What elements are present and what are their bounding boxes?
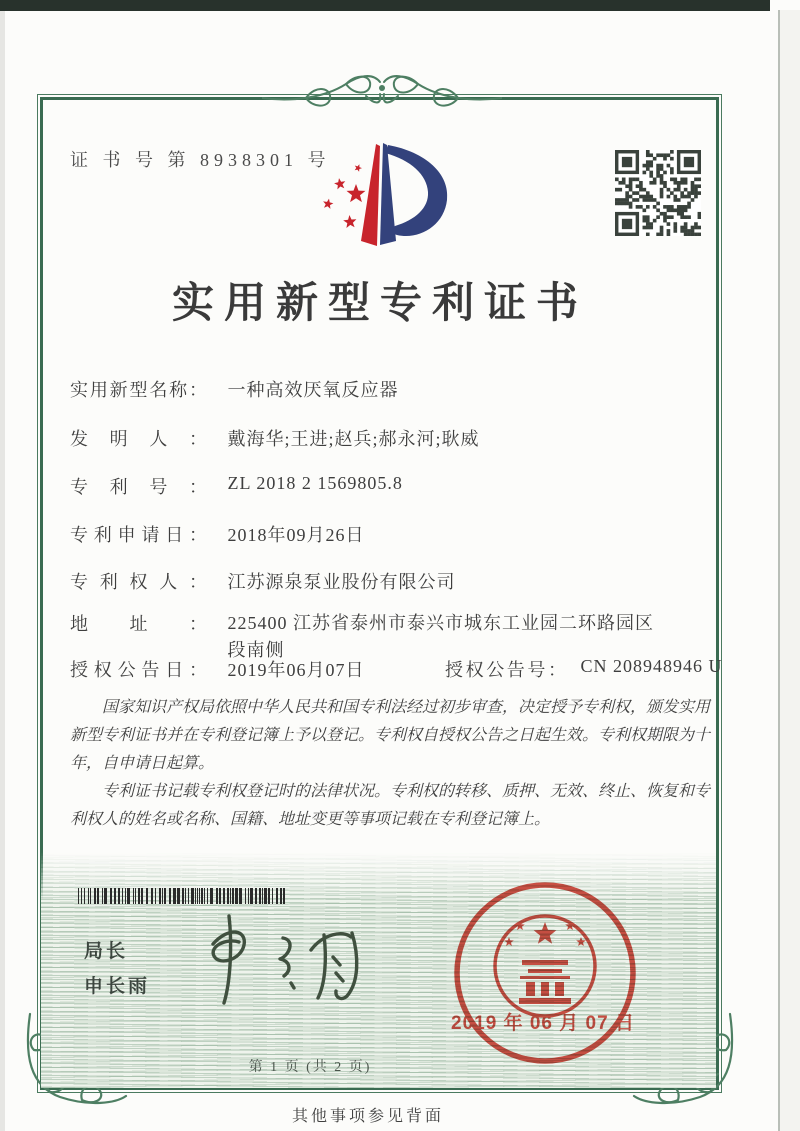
field-value: 225400 江苏省泰州市泰兴市城东工业园二环路园区段南侧 <box>227 613 654 660</box>
field-label: 专利申请日： <box>70 525 208 545</box>
top-border-ornament-icon <box>262 62 502 120</box>
field-patentee <box>70 568 456 594</box>
page-number: 第 1 页 (共 2 页) <box>248 1060 372 1075</box>
field-label: 地址： <box>70 614 208 634</box>
field-value: 一种高效厌氧反应器 <box>227 380 399 400</box>
seal-date: 2019 年 06 月 07 日 <box>451 1013 635 1034</box>
field-label: 授权公告日： <box>70 660 208 680</box>
field-value: ZL 2018 2 1569805.8 <box>227 473 403 493</box>
field-label: 授权公告号： <box>445 660 567 680</box>
field-label: 专利号： <box>70 477 208 497</box>
field-filing-date <box>70 521 365 547</box>
official-seal <box>448 868 648 1083</box>
field-value: CN 208948946 U <box>580 656 723 676</box>
legal-paragraph-1: 国家知识产权局依照中华人民共和国专利法经过初步审查，决定授予专利权，颁发实用新型专利证书并在专利登记簿上予以登记。专利权自授权公告之日起生效。专利权期限为十年，自申请日起算。 <box>70 699 711 772</box>
certificate-title: 实用新型专利证书 <box>171 281 588 327</box>
field-label: 实用新型名称： <box>70 380 208 400</box>
field-inventors <box>70 425 480 451</box>
qr-code <box>615 150 701 236</box>
field-value: 江苏源泉泵业股份有限公司 <box>227 572 456 592</box>
field-value: 2018年09月26日 <box>227 525 365 545</box>
field-value: 2019年06月07日 <box>227 660 365 680</box>
scan-edge-left <box>0 11 5 1131</box>
national-emblem-icon <box>495 916 595 1016</box>
commissioner-signature <box>185 900 405 1015</box>
field-label: 发明人： <box>70 429 208 449</box>
scan-edge-top <box>0 0 770 11</box>
field-grant-date <box>70 656 723 682</box>
field-value: 戴海华;王进;赵兵;郝永河;耿威 <box>227 429 480 449</box>
scan-margin-right <box>780 10 800 1131</box>
commissioner-name: 申长雨 <box>84 976 151 997</box>
certificate-number: 证 书 号 第 8938301 号 <box>70 150 331 170</box>
cnipa-logo-icon <box>316 136 458 254</box>
back-side-note: 其他事项参见背面 <box>292 1108 445 1125</box>
legal-paragraph-2: 专利证书记载专利权登记时的法律状况。专利权的转移、质押、无效、终止、恢复和专利权人的姓名或名称、国籍、地址变更等事项记载在专利登记簿上。 <box>70 783 711 828</box>
field-label: 专利权人： <box>70 572 208 592</box>
commissioner-title: 局长 <box>84 941 129 962</box>
field-grant-number <box>445 656 723 682</box>
legal-text-block <box>70 694 716 834</box>
paper-edge-line <box>778 10 780 1131</box>
field-patent-number <box>70 473 403 499</box>
field-utility-model-name <box>70 376 399 402</box>
